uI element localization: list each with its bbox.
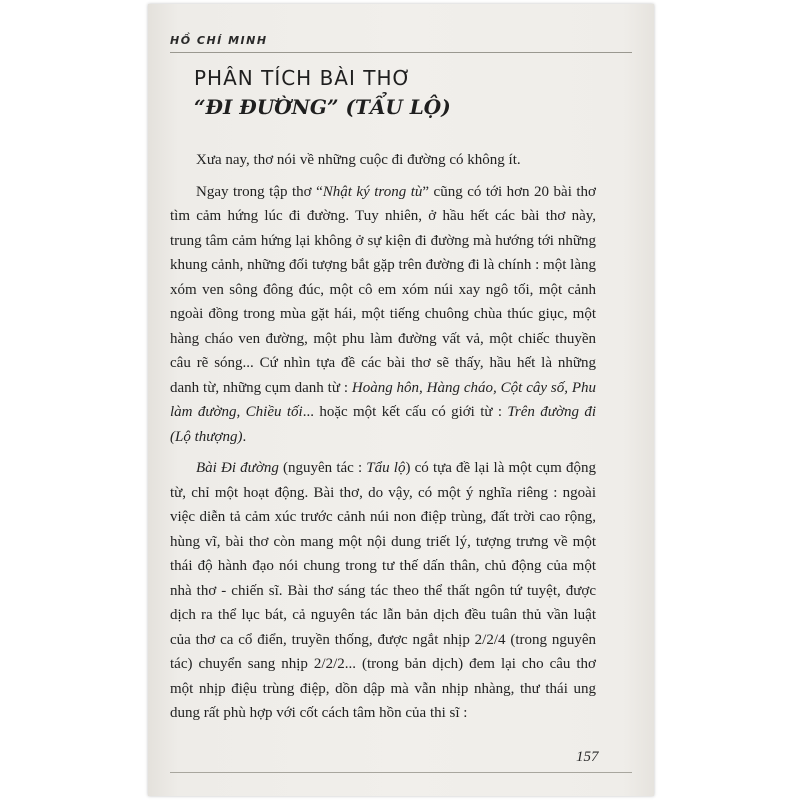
book-page: [148, 4, 654, 796]
page-number: 157: [576, 749, 599, 765]
paragraph-2-text: .: [242, 428, 247, 445]
poem-title-italic: Trên đường đi (Lộ thượng): [170, 404, 596, 445]
original-title-italic: Tẩu lộ: [366, 460, 406, 476]
paragraph-2-text: Ngay trong tập thơ “: [196, 183, 323, 200]
paragraph-2-text: ” cũng có tới hơn 20 bài thơ tìm cảm hứng lúc đi đường. Tuy nhiên, ở hầu hết các bài thơ này, trung tâm cảm hứng lại không ở sự kiện đi đường mà hướng tới những khung cảnh, những đối tượng bắt gặp trên đường đi là chính : một làng xóm ven sông đông đúc, một cô em xóm núi xay ngô tối, một cảnh ngoài đồng trong mùa gặt hái, một tiếng chuông chùa thúc giục, một hàng cháo ven đường, một phu làm đường vất vả, một chiếc thuyền câu rẽ sóng... Cứ nhìn tựa đề các bài thơ sẽ thấy, hầu hết là những danh từ, những cụm danh từ :: [170, 183, 596, 396]
running-head: HỒ CHÍ MINH: [170, 34, 268, 47]
paragraph-3: [170, 456, 596, 726]
paragraph-2: [170, 180, 596, 450]
paragraph-3-text: (nguyên tác :: [278, 460, 367, 476]
header-rule: [170, 52, 632, 53]
paragraph-3-text: ) có tựa đề lại là một cụm động từ, chỉ một hoạt động. Bài thơ, do vậy, có một ý nghĩa riêng : ngoài việc diễn tả cảm xúc trước cảnh núi non điệp trùng, đất trời cao rộng, hùng vĩ, bài thơ còn mang một nội dung triết lý, tượng trưng về một thái độ hành đạo nói chung trong tư thế dấn thân, chủ động của một nhà thơ - chiến sĩ. Bài thơ sáng tác theo thể thất ngôn tứ tuyệt, được dịch ra thể lục bát, cả nguyên tác lẫn bản dịch đều tuân thủ vần luật của thơ ca cổ điển, truyền thống, được ngắt nhịp 2/2/4 (trong nguyên tác) chuyển sang nhịp 2/2/2... (trong bản dịch) đem lại cho câu thơ một nhịp điệu trùng điệp, dồn dập mà vẫn nhịp nhàng, thư thái ung dung rất phù hợp với cốt cách tâm hồn của thi sĩ :: [170, 460, 596, 721]
paragraph-1: Xưa nay, thơ nói về những cuộc đi đường có không ít.: [196, 152, 521, 168]
chapter-title: PHÂN TÍCH BÀI THƠ: [194, 66, 412, 90]
body-text: [170, 148, 596, 733]
footer-rule: [170, 772, 632, 773]
chapter-subtitle: “ĐI ĐƯỜNG” (TẨU LỘ): [194, 95, 451, 119]
book-title-italic: Nhật ký trong tù: [322, 183, 423, 200]
paragraph-2-text: ... hoặc một kết cấu có giới từ :: [302, 404, 508, 420]
poem-title-italic: Bài Đi đường: [196, 460, 279, 476]
poem-titles-italic: Hoàng hôn, Hàng cháo, Cột cây số, Phu làm đường, Chiều tối: [170, 379, 596, 420]
